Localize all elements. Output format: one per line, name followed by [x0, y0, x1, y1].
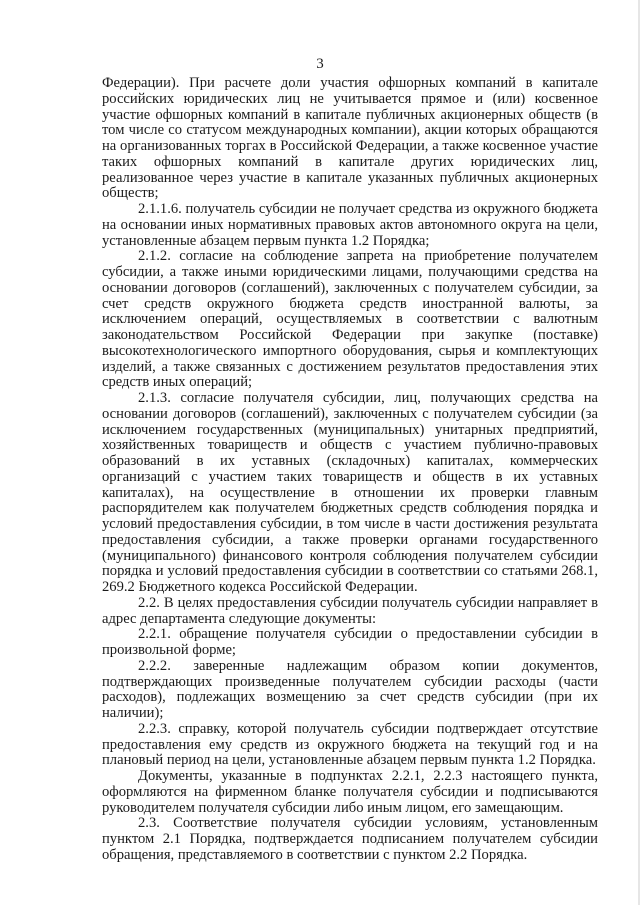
document-body	[102, 76, 598, 864]
paragraph-documents-note: Документы, указанные в подпунктах 2.2.1, 2.2.3 настоящего пункта, оформляются на фирменном бланке получателя субсидии и подписываются руководителем получателя субсидии либо иным лицом, его замещающим.	[102, 768, 598, 816]
paragraph-2-2-2: 2.2.2. заверенные надлежащим образом копии документов, подтверждающих произведенные получателем субсидии расходы (части расходов), подлежащих возмещению за счет средств субсидии (при их наличии);	[102, 657, 598, 721]
paragraph-continuation: Федерации). При расчете доли участия офшорных компаний в капитале российских юридических лиц не учитывается прямое и (или) косвенное участие офшорных компаний в капитале публичных акционерных обществ (в том числе со статусом международных компании), акции которых обращаются на организованных торгах в Российской Федерации, а также косвенное участие таких офшорных компаний в капитале других юридических лиц, реализованное через участие в капитале указанных публичных акционерных обществ;	[102, 75, 598, 202]
paragraph-2-1-1-6: 2.1.1.6. получатель субсидии не получает средства из окружного бюджета на основании иных нормативных правовых актов автономного округа на цели, установленные абзацем первым пункта 1.2 Порядка;	[102, 201, 598, 249]
paragraph-2-3: 2.3. Соответствие получателя субсидии условиям, установленным пунктом 2.1 Порядка, подтверждается подписанием получателем субсидии обращения, представляемого в соответствии с пунктом 2.2 Порядка.	[102, 815, 598, 863]
paragraph-2-2: 2.2. В целях предоставления субсидии получатель субсидии направляет в адрес департамента следующие документы:	[102, 594, 598, 627]
paragraph-2-2-1: 2.2.1. обращение получателя субсидии о предоставлении субсидии в произвольной форме;	[102, 626, 598, 658]
paragraph-2-1-2: 2.1.2. согласие на соблюдение запрета на приобретение получателем субсидии, а также иными юридическими лицами, получающими средства на основании договоров (соглашений), заключенных с получателем субсидии, за счет средств окружного бюджета средств иностранной валюты, за исключением операций, осуществляемых в соответствии с валютным законодательством Российской Федерации при закупке (поставке) высокотехнологического импортного оборудования, сырья и комплектующих изделий, а также связанных с достижением результатов предоставления этих средств иных операций;	[102, 248, 598, 391]
page-number: 3	[316, 56, 324, 72]
paragraph-2-1-3: 2.1.3. согласие получателя субсидии, лиц, получающих средства на основании договоров (соглашений), заключенных с получателем субсидии (за исключением государственных (муниципальных) унитарных предприятий, хозяйственных товариществ и обществ с участием публично-правовых образований в их уставных (складочных) капиталах, коммерческих организаций с участием таких товариществ и обществ в их уставных капиталах), на осуществление в отношении их проверки главным распорядителем как получателем бюджетных средств соблюдения порядка и условий предоставления субсидии, в том числе в части достижения результата предоставления субсидии, а также проверки органами государственного (муниципального) финансового контроля соблюдения получателем субсидии порядка и условий предоставления субсидии в соответствии со статьями 268.1, 269.2 Бюджетного кодекса Российской Федерации.	[102, 390, 598, 595]
paragraph-2-2-3: 2.2.3. справку, которой получатель субсидии подтверждает отсутствие предоставления ему средств из окружного бюджета на текущий год и на плановый период на цели, установленные абзацем первым пункта 1.2 Порядка.	[102, 720, 598, 769]
